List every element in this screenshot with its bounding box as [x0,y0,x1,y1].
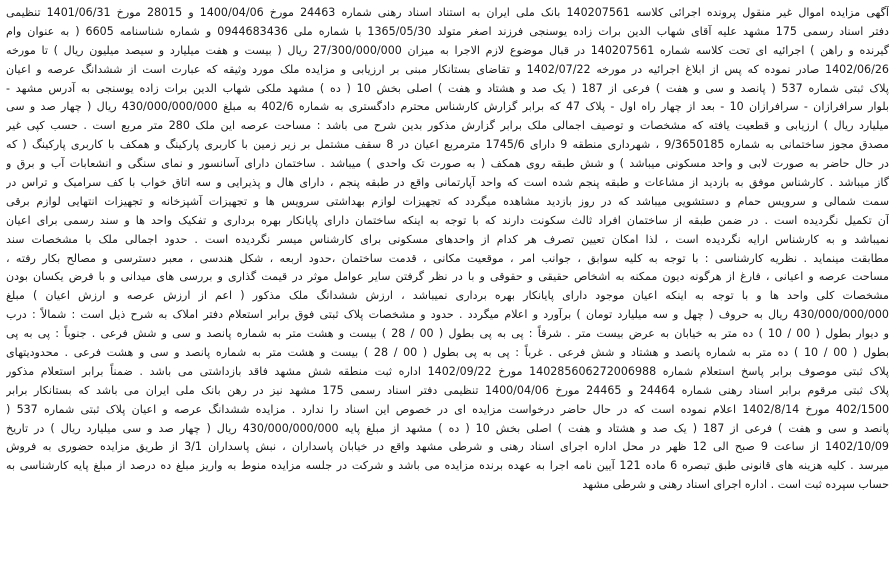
notice-line: میرسد . کلیه هزینه های قانونی طبق تبصره 6 ماده 121 آیین نامه اجرا به عهده برنده مزایده می باشد و شرکت در جلسه مزایده منوط به واریز مبلغ ده درصد از مبلغ پایه کارشناسی به [6,459,889,473]
notice-line: 1402/10/09 از ساعت 9 صبح الی 12 ظهر در محل اداره اجرای اسناد رهنی و شرطی مشهد واقع در خیابان پاسداران ، نبش پاسداران 3/1 از طریق مزایده حضوری به فروش [6,440,889,454]
notice-line: در حال حاضر به صورت لابی و واحد مسکونی میباشد ) و شش طبقه روی همکف ( به صورت تک واحدی ) میباشد . ساختمان دارای آسانسور و نمای سنگی و انشعابات آب و برق و [6,157,889,171]
notice-line: مصدق مجوز ساختمانی به شماره 9/3650185 ، شهرداری منطقه 9 دارای 1745/6 مترمربع اعیان در 8 سقف مشتمل بر زیر زمین با کاربری پارکینگ و همکف با کاربری پارکینگ ( که [6,138,889,152]
notice-line: آن تکمیل نگردیده است . در ضمن طبقه از ساختمان افراد ثالث سکونت دارند که با توجه به اینکه ساختمان دارای پایانکار بهره برداری و تفکیک واحد ها و سند رسمی برای اعیان [6,213,889,227]
notice-line: مشخصات کلی واحد ها و با توجه به اینکه اعیان موجود دارای پایانکار بهره برداری نمیباشد ، ارزش ششدانگ ملک مذکور ( اعم از ارزش عرصه و ارزش اعیان ) مبلغ [6,289,889,303]
notice-line: 430/000/000/000 ریال به حروف ( چهل و سه میلیارد تومان ) برآورد و اعلام میگردد . حدود و مشخصات پلاک ثبتی فوق برابر استعلام دفتر املاک به شرح ذیل است : شمالاً : درب [6,308,889,322]
notice-line-final: حساب سپرده ثبت است . اداره اجرای اسناد رهنی و شرطی مشهد [582,478,889,492]
notice-line: مطابقت مینماید . نظریه کارشناسی : با توجه به کلیه سوابق ، جوانب امر ، موقعیت مکانی ، قدمت ساختمان ،حدود اربعه ، شکل هندسی ، معبر دسترسی و مصالح بکار رفته ، [6,251,889,265]
notice-line: گیرنده و راهن ) اجرائیه ای تحت کلاسه شماره 140207561 در قبال موضوع لازم الاجرا به میزان 27/300/000/000 ریال ( بیست و هفت میلیارد و سیصد میلیون ریال ) تا مورخه [6,43,889,57]
notice-line: آگهی مزایده اموال غیر منقول پرونده اجرائی کلاسه 140207561 بانک ملی ایران به استناد اسناد رهنی شماره 24463 مورخ 1400/04/06 و 28015 مورخ 1401/06/31 تنظیمی [6,6,889,19]
notice-line: پانصد و سی و هفت ) فرعی از 187 ( یک صد و هشتاد و هفت ) اصلی بخش 10 ( ده ) مشهد از مبلغ پایه 430/000/000/000 ریال ( چهار صد و سی میلیارد ریال ) در تاریخ [6,421,889,435]
notice-line: میلیارد ریال ) ارزیابی و قطعیت یافته که مشخصات و توصیف اجمالی ملک برابر گزارش مذکور بدین شرح می باشد : مساحت عرصه این ملک 280 متر مربع است . حسب کپی غیر [6,119,889,133]
notice-line: بلوار سرافرازان - سرافرازان 10 - بعد از چهار راه اول - پلاک 47 که برابر گزارش کارشناس محترم دادگستری به شماره 402/6 به مبلغ 430/000/000/000 ریال ( چهار صد و سی [6,100,889,114]
notice-line: گاز میباشد . کارشناس موفق به بازدید از مشاعات و طبقه پنجم شده است که واحد آپارتمانی واقع در طبقه پنجم ، دارای هال و پذیرایی و سه اتاق خواب با کف سرامیک و تراس در [6,176,889,190]
notice-line: بطول ( 00 / 10 ) ده متر به شماره پانصد و هشتاد و شش فرعی . غرباً : پی به پی بطول ( 00 / 28 ) بیست و هشت متر به شماره پانصد و سی و هشت فرعی . محدودیتهای [6,346,889,360]
notice-line: پلاک ثبتی مرقوم برابر اسناد رهنی شماره 24464 و 24465 مورخ 1400/04/06 تنظیمی دفتر اسناد رسمی 175 مشهد نیز در رهن بانک ملی ایران می باشد که بستانکار برابر [6,383,889,397]
notice-line: سمت شمالی و سرویس حمام و دستشویی میباشد که در روز بازدید مشاهده میگردد که تجهیزات لوازم بهداشتی سرویس ها و تجهیزات آشپزخانه و تجهیزات انتهایی لوازم برقی [6,194,889,208]
notice-line: پلاک ثبتی موصوف برابر پاسخ استعلام شماره 140285606272006988 مورخ 1402/09/22 اداره ثبت منطقه شش مشهد فاقد بازداشتی می باشد . ضمناً برابر استعلام مذکور [6,364,889,378]
notice-line: مساحت عرصه و اعیانی ، فارغ از هرگونه دیون ممکنه به اشخاص حقیقی و حقوقی و با در نظر گرفتن سایر عوامل موثر در قیمت گذاری و بررسی های میدانی و با فرض یکسان بودن [6,270,889,284]
notice-line: پلاک ثبتی شماره 537 ( پانصد و سی و هفت ) فرعی از 187 ( یک صد و هشتاد و هفت ) اصلی بخش 10 ( ده ) مشهد ملکی شهاب الدین برات زاده یوسنجی به آدرس مشهد - [6,81,889,95]
notice-line: 402/1500 مورخ 1402/8/14 اعلام نموده است که در حال حاضر درخواست مزایده ای در خصوص این اسناد را ندارد . مزایده ششدانگ عرصه و اعیان پلاک ثبتی شماره 537 ( [6,402,889,416]
notice-line: دفتر اسناد رسمی 175 مشهد علیه آقای شهاب الدین برات زاده یوسنجی فرزند اصغر متولد 1365/05/30 با شماره ملی 0944683436 و شماره شناسنامه 6605 ( به عنوان وام [6,24,889,38]
notice-line: 1402/06/26 صادر نموده که پس از ابلاغ اجرائیه در مورخه 1402/07/22 و تقاضای بستانکار مبنی بر ارزیابی و مزایده ملک مورد وثیقه که عبارت است از ششدانگ عرصه و اعیان [6,62,889,76]
notice-line: نمیباشد و به کارشناس ارایه نگردیده است ، لذا امکان تعیین تصرف هر کدام از واحدهای مسکونی برای کارشناس میسر نگردیده است . حدود اجمالی ملک با مشخصات سند [6,232,889,246]
notice-line: و دیوار بطول ( 00 / 10 ) ده متر به خیابان به عرض بیست متر . شرقاً : پی به پی بطول ( 00 / 28 ) بیست و هشت متر به شماره پانصد و سی و شش فرعی . جنوباً : پی به پی [6,327,889,341]
